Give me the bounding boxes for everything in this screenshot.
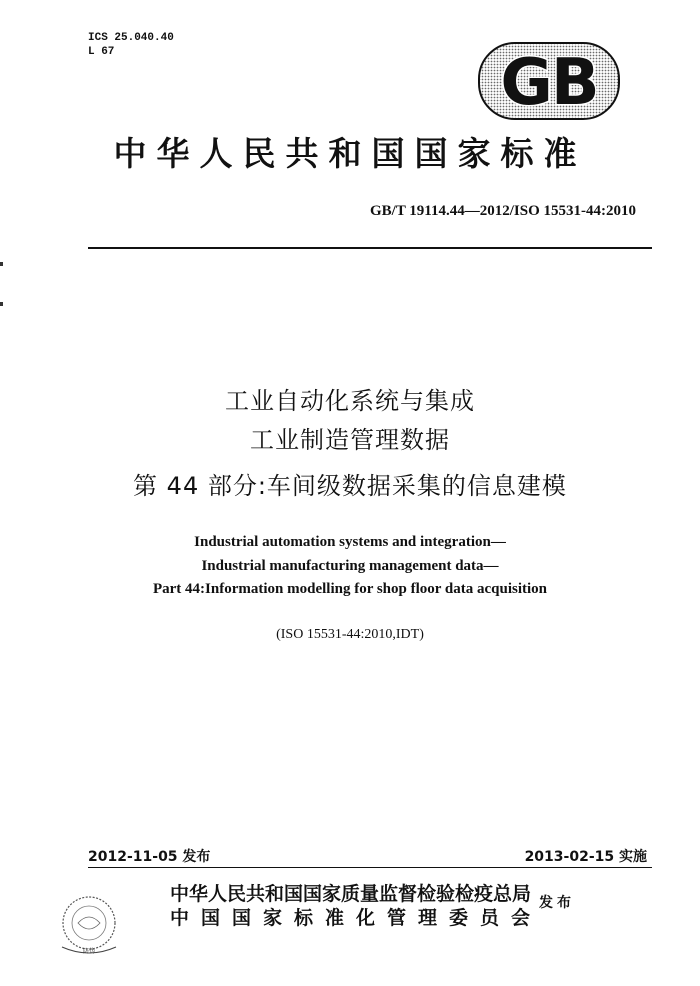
anti-counterfeit-seal xyxy=(54,893,124,959)
scan-mark xyxy=(0,262,3,266)
classification-codes xyxy=(88,31,174,59)
issuer-line-2: 中国国家标准化管理委员会 xyxy=(170,907,543,929)
ics-code: ICS 25.040.40 xyxy=(88,32,174,44)
issuing-authorities xyxy=(170,882,542,930)
ccs-code: L 67 xyxy=(88,46,115,58)
implement-date: 2013-02-15 实施 xyxy=(524,849,647,865)
chinese-title-line-2: 工业制造管理数据 xyxy=(250,426,450,454)
publish-label: 发布 xyxy=(539,895,575,911)
issuer-line-1: 中华人民共和国国家质量监督检验检疫总局 xyxy=(170,883,532,905)
org-title: 中华人民共和国国家标准 xyxy=(113,134,587,173)
iso-reference: (ISO 15531-44:2010,IDT) xyxy=(276,627,424,642)
seal-text: 防伪 xyxy=(82,948,96,955)
gb-logo-text: GB xyxy=(500,46,598,120)
scan-mark xyxy=(0,302,3,306)
english-title-line-3: Part 44:Information modelling for shop floor data acquisition xyxy=(152,581,548,597)
standard-number: GB/T 19114.44—2012/ISO 15531-44:2010 xyxy=(369,203,636,219)
publish-date: 2012-11-05 发布 xyxy=(88,849,211,865)
english-title-line-2: Industrial manufacturing management data— xyxy=(201,558,499,574)
gb-logo xyxy=(478,42,620,120)
english-title-line-1: Industrial automation systems and integration— xyxy=(194,534,506,550)
header-divider xyxy=(88,247,652,249)
chinese-title-line-3: 第 44 部分:车间级数据采集的信息建模 xyxy=(133,472,567,500)
chinese-title-line-1: 工业自动化系统与集成 xyxy=(225,387,475,415)
footer-divider xyxy=(88,867,652,868)
